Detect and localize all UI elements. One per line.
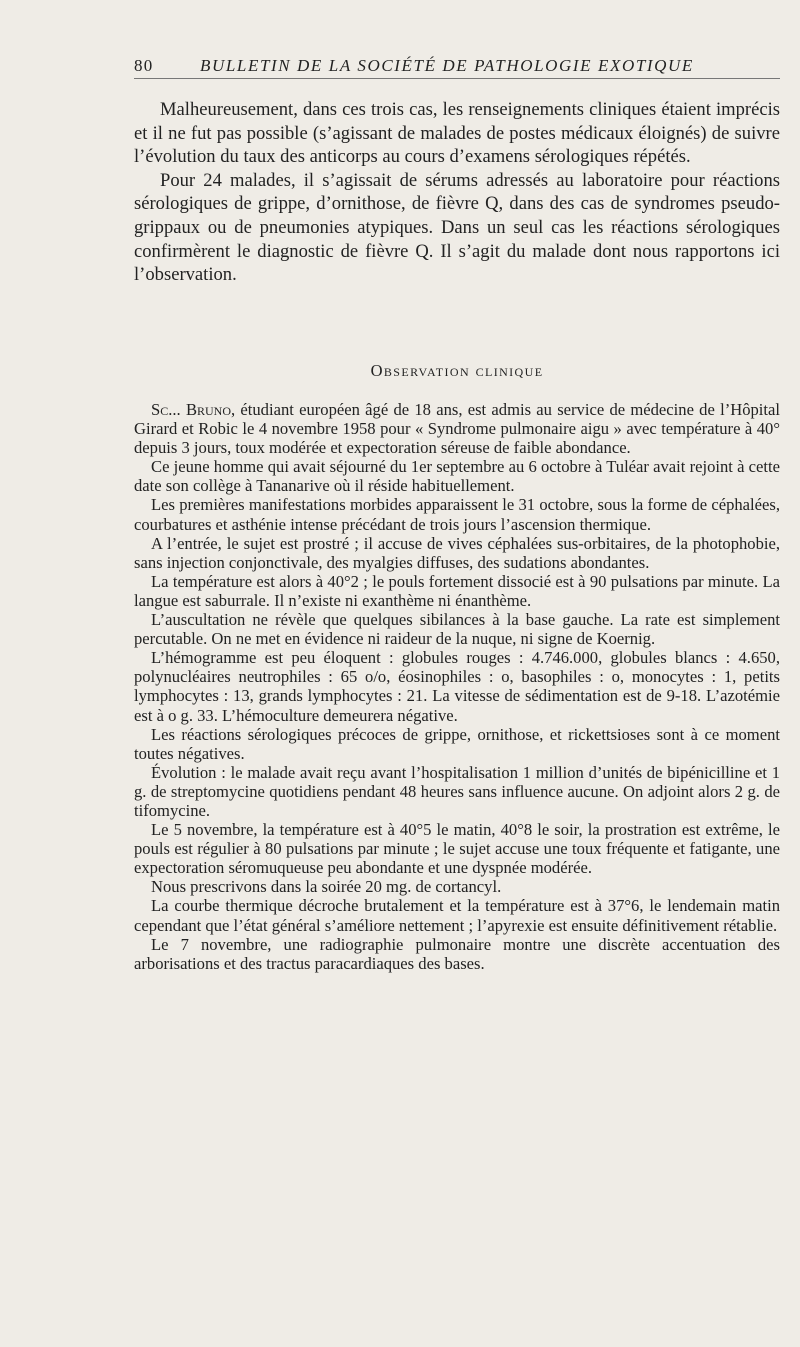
observation-text bbox=[134, 400, 780, 973]
observation-paragraph-5: La température est alors à 40°2 ; le pouls fortement dissocié est à 90 pulsations par minute. La langue est saburrale. Il n’existe ni exanthème ni énanthème. bbox=[134, 571, 780, 610]
running-header bbox=[134, 56, 780, 79]
observation-paragraph-7: L’hémogramme est peu éloquent : globules rouges : 4.746.000, globules blancs : 4.650, polynucléaires neutrophiles : 65 o/o, éosinophiles : o, basophiles : o, monocytes : 1, petits lymphocytes : 13, grands lymphocytes : 21. La vitesse de sédimentation est de 9-18. L’azotémie est à o g. 33. L’hémoculture demeurera négative. bbox=[134, 648, 780, 725]
page-number: 80 bbox=[134, 56, 154, 75]
intro-paragraph-1: Malheureusement, dans ces trois cas, les renseignements cliniques étaient imprécis et il ne fut pas possible (s’agissant de malades de postes médicaux éloignés) de suivre l’évolution du taux des anticorps au cours d’examens sérologiques répétés. bbox=[134, 99, 780, 168]
observation-paragraph-13: Le 7 novembre, une radiographie pulmonaire montre une discrète accentuation des arborisations et des tractus paracardiaques des bases. bbox=[134, 934, 780, 973]
observation-paragraph-1 bbox=[134, 400, 780, 457]
running-title: BULLETIN DE LA SOCIÉTÉ DE PATHOLOGIE EXOTIQUE bbox=[200, 56, 694, 75]
section-title: Observation clinique bbox=[370, 361, 544, 380]
observation-paragraph-9: Évolution : le malade avait reçu avant l’hospitalisation 1 million d’unités de bipénicilline et 1 g. de streptomycine quotidiens pendant 48 heures sans influence aucune. On adjoint alors 2 g. de tifomycine. bbox=[134, 762, 780, 820]
observation-paragraph-10: Le 5 novembre, la température est à 40°5 le matin, 40°8 le soir, la prostration est extrême, le pouls est régulier à 80 pulsations par minute ; le sujet accuse une toux fréquente et fatigante, une expectoration séromuqueuse peu abondante et une dyspnée modérée. bbox=[134, 820, 780, 878]
patient-name: Bruno bbox=[185, 400, 232, 419]
observation-paragraph-6: L’auscultation ne révèle que quelques sibilances à la base gauche. La rate est simplement percutable. On ne met en évidence ni raideur de la nuque, ni signe de Koernig. bbox=[134, 610, 780, 649]
observation-paragraph-12: La courbe thermique décroche brutalement et la température est à 37°6, le lendemain matin cependant que l’état général s’améliore nettement ; l’apyrexie est ensuite définitivement rétablie. bbox=[134, 896, 780, 935]
observation-paragraph-2: Ce jeune homme qui avait séjourné du 1er septembre au 6 octobre à Tuléar avait rejoint à cette date son collège à Tananarive où il réside habituellement. bbox=[134, 457, 780, 496]
intro-paragraph-2: Pour 24 malades, il s’agissait de sérums adressés au laboratoire pour réactions sérologiques de grippe, d’ornithose, de fièvre Q, dans des cas de syndromes pseudo-grippaux ou de pneumonies atypiques. Dans un seul cas les réactions sérologiques confirmèrent le diagnostic de fièvre Q. Il s’agit du malade dont nous rapportons ici l’observation. bbox=[134, 169, 780, 286]
intro-text bbox=[134, 98, 780, 287]
observation-paragraph-4: A l’entrée, le sujet est prostré ; il accuse de vives céphalées sus-orbitaires, de la photophobie, sans injection conjonctivale, des myalgies diffuses, des sudations abondantes. bbox=[134, 533, 780, 572]
patient-prefix: Sc... bbox=[151, 400, 186, 419]
observation-paragraph-11: Nous prescrivons dans la soirée 20 mg. de cortancyl. bbox=[151, 877, 502, 897]
observation-paragraph-3: Les premières manifestations morbides apparaissent le 31 octobre, sous la forme de céphalées, courbatures et asthénie intense précédant de trois jours l’ascension thermique. bbox=[134, 495, 780, 534]
observation-paragraph-8: Les réactions sérologiques précoces de grippe, ornithose, et rickettsioses sont à ce moment toutes négatives. bbox=[134, 724, 780, 763]
observation-paragraph-1-text: , étudiant européen âgé de 18 ans, est admis au service de médecine de l’Hôpital Girard et Robic le 4 novembre 1958 pour « Syndrome pulmonaire aigu » avec température à 40° depuis 3 jours, toux modérée et expectoration séreuse de faible abondance. bbox=[134, 400, 781, 458]
